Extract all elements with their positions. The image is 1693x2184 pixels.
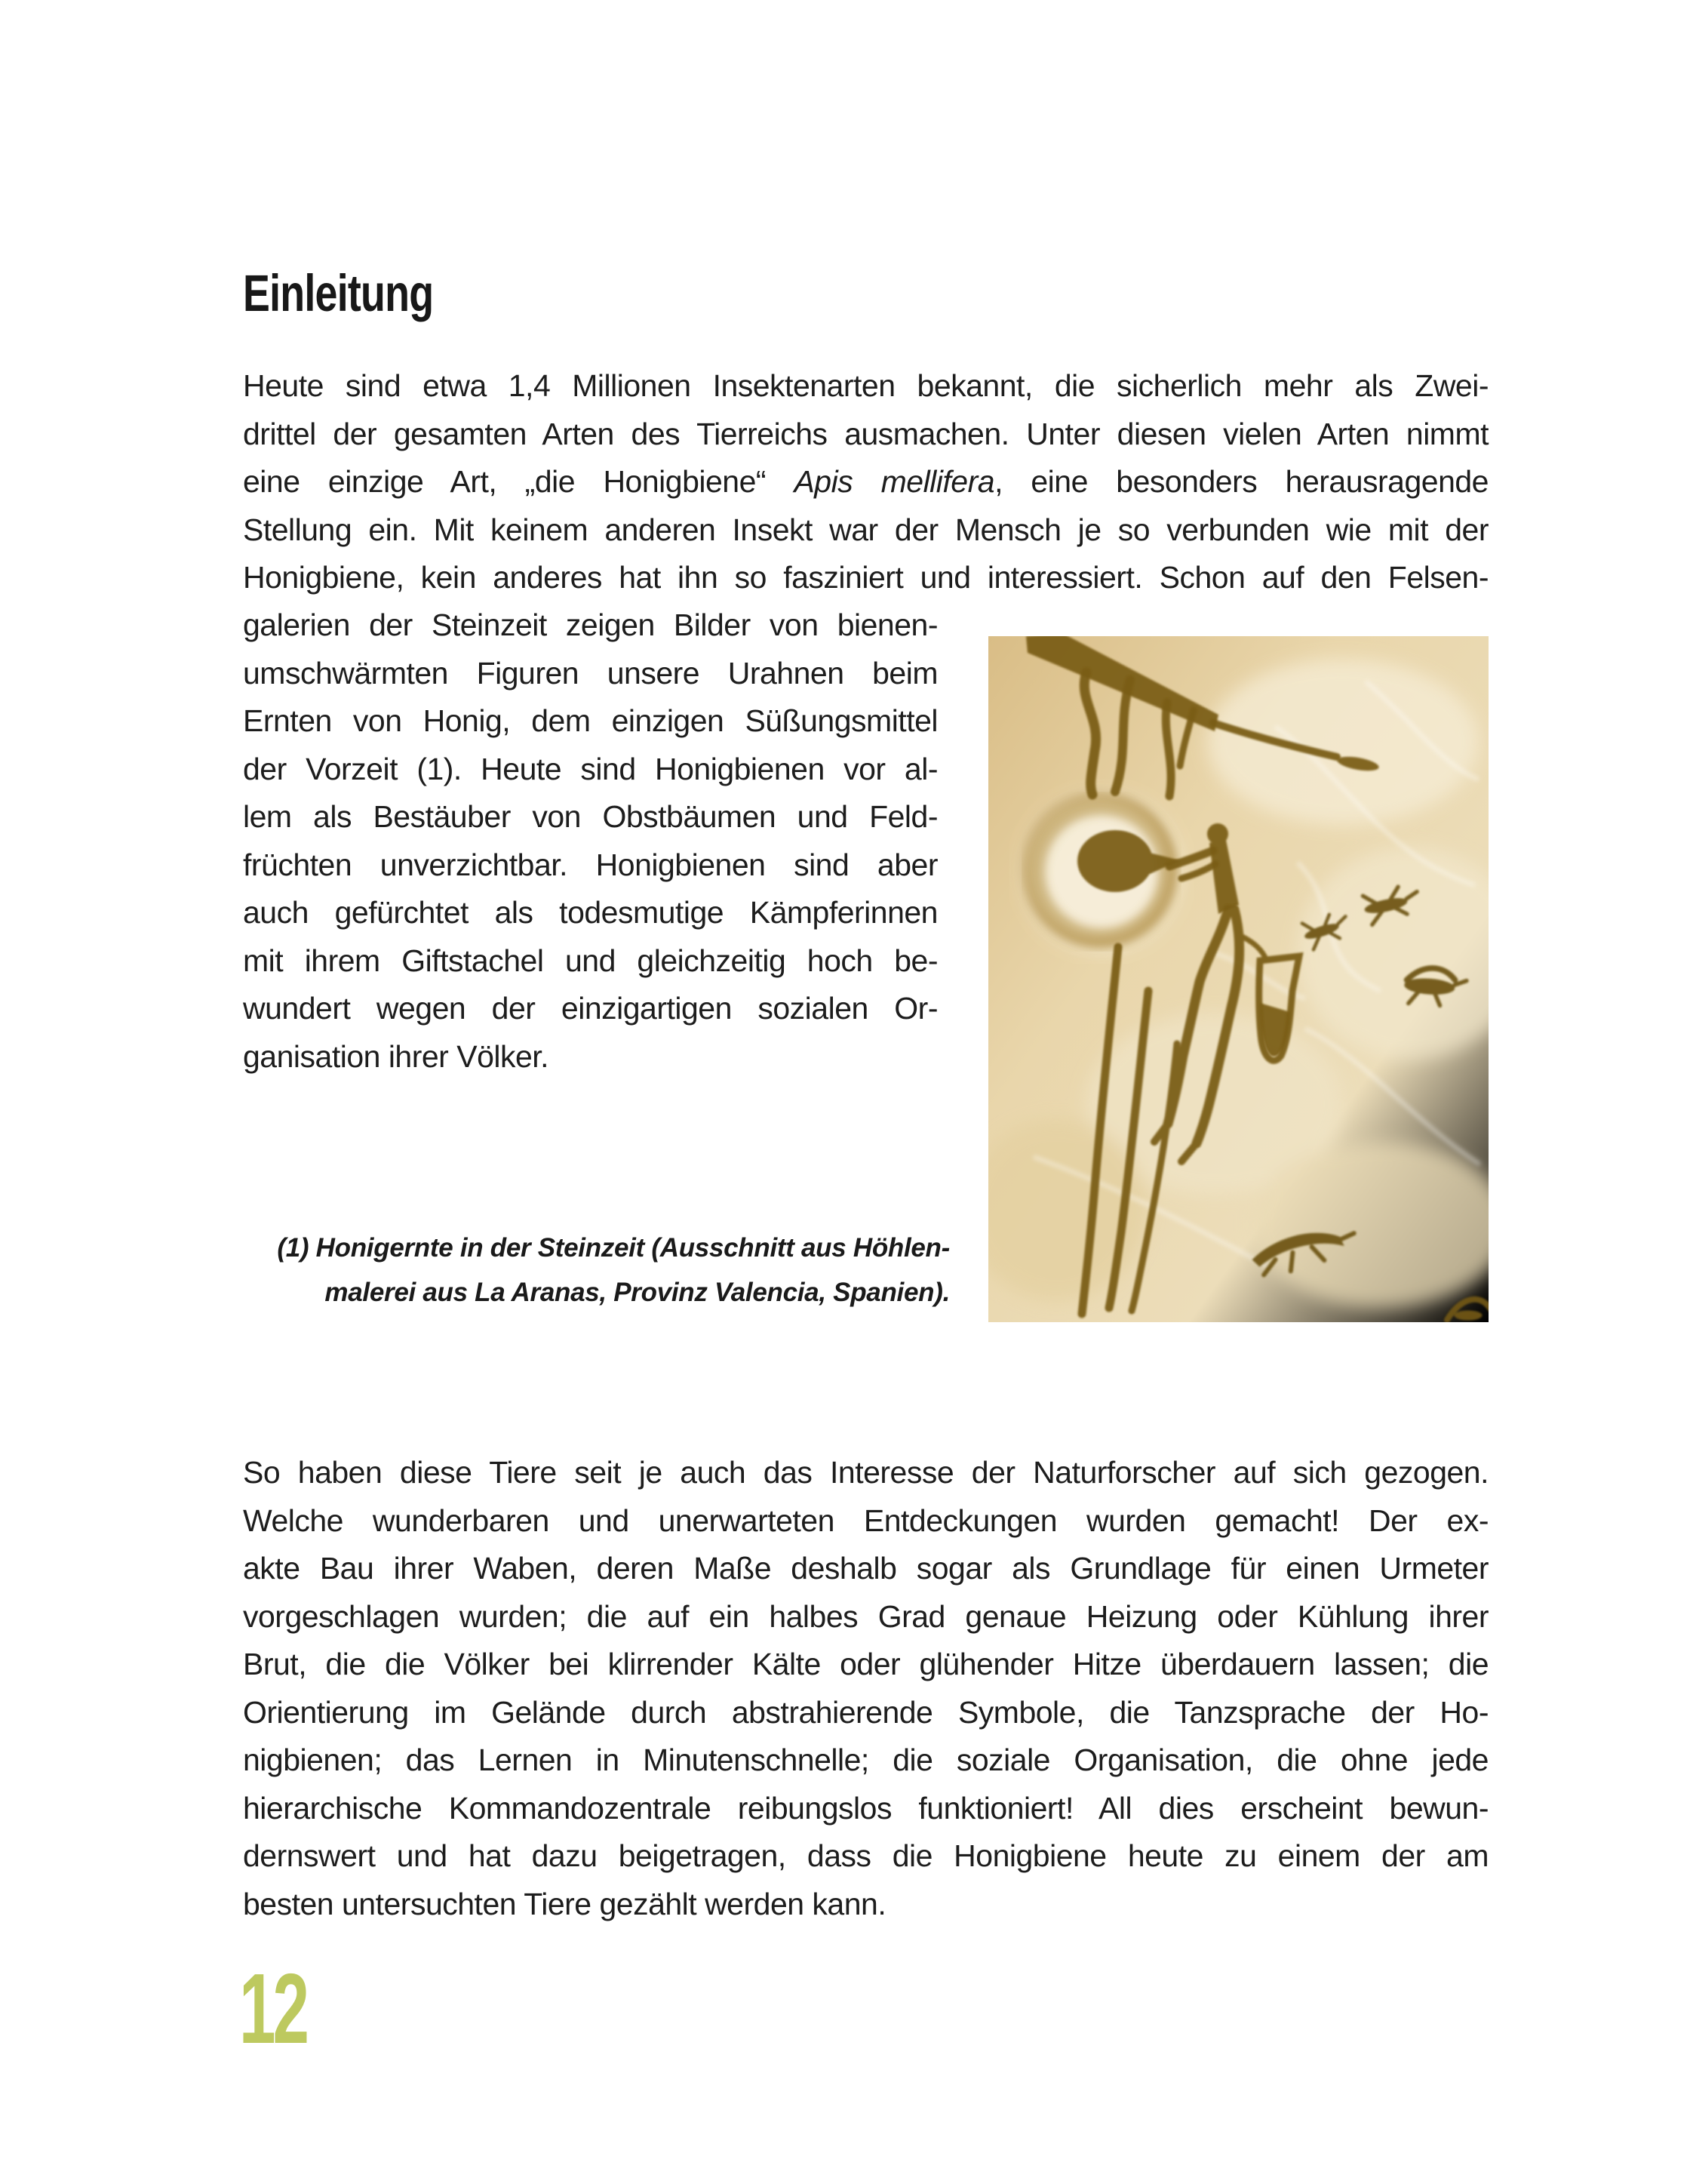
text-line: früchten unverzichtbar. Honigbienen sind aber	[243, 847, 938, 882]
text-line: hierarchische Kommandozentrale reibungslos funktioniert! All dies erscheint bewun-	[243, 1790, 1489, 1826]
paragraph-intro-narrow	[243, 601, 938, 1081]
text-segment: , eine besonders herausragende	[994, 464, 1489, 499]
text-line: galerien der Steinzeit zeigen Bilder von bienen-	[243, 608, 938, 642]
text-line: Brut, die die Völker bei klirrender Kälte oder glühender Hitze überdauern lassen; die	[243, 1647, 1489, 1681]
text-line: umschwärmten Figuren unsere Urahnen beim	[243, 655, 938, 691]
text-line: vorgeschlagen wurden; die auf ein halbes Grad genaue Heizung oder Kühlung ihrer	[243, 1598, 1489, 1634]
text-line: lem als Bestäuber von Obstbäumen und Feld-	[243, 799, 938, 834]
cave-painting-photo	[988, 636, 1489, 1322]
text-line: dernswert und hat dazu beigetragen, dass die Honigbiene heute zu einem der am	[243, 1838, 1489, 1873]
text-line: mit ihrem Giftstachel und gleichzeitig hoch be-	[243, 943, 938, 978]
text-line: Stellung ein. Mit keinem anderen Insekt war der Mensch je so verbunden wie mit der	[243, 512, 1489, 547]
honey-pot	[1077, 830, 1153, 892]
text-line: drittel der gesamten Arten des Tierreichs ausmachen. Unter diesen vielen Arten nimmt	[243, 416, 1489, 451]
text-line: Ernten von Honig, dem einzigen Süßungsmittel	[243, 703, 938, 738]
text-line: Welche wunderbaren und unerwarteten Entdeckungen wurden gemacht! Der ex-	[243, 1503, 1489, 1538]
text-line: ganisation ihrer Völker.	[243, 1038, 549, 1074]
text-line: der Vorzeit (1). Heute sind Honigbienen vor al-	[243, 751, 938, 786]
text-line: besten untersuchten Tiere gezählt werden kann.	[243, 1886, 886, 1921]
text-line: nigbienen; das Lernen in Minutenschnelle; die soziale Organisation, die ohne jede	[243, 1743, 1489, 1777]
caption-line: malerei aus La Aranas, Provinz Valencia, Spanien).	[324, 1278, 950, 1307]
chapter-title: Einleitung	[243, 264, 434, 322]
text-line	[243, 458, 1489, 506]
species-name-italic: Apis mellifera	[794, 464, 995, 499]
text-line: Honigbiene, kein anderes hat ihn so fasziniert und interessiert. Schon auf den Felsen-	[243, 560, 1489, 595]
caption-line: (1) Honigernte in der Steinzeit (Ausschnitt aus Höhlen-	[277, 1233, 950, 1263]
text-line: Orientierung im Gelände durch abstrahierende Symbole, die Tanzsprache der Ho-	[243, 1694, 1489, 1730]
paragraph-intro-wide	[243, 362, 1489, 602]
text-line: akte Bau ihrer Waben, deren Maße deshalb sogar als Grundlage für einen Urmeter	[243, 1551, 1489, 1586]
text-line: Heute sind etwa 1,4 Millionen Insektenarten bekannt, die sicherlich mehr als Zwei-	[243, 368, 1489, 403]
text-line: So haben diese Tiere seit je auch das Interesse der Naturforscher auf sich gezogen.	[243, 1455, 1489, 1490]
paragraph-naturforscher	[243, 1449, 1489, 1928]
text-segment: eine einzige Art, „die Honigbiene“	[243, 464, 794, 499]
text-line: wundert wegen der einzigartigen sozialen Or-	[243, 991, 938, 1026]
figure-caption	[151, 1226, 950, 1315]
page-number: 12	[239, 1953, 306, 2064]
text-line: auch gefürchtet als todesmutige Kämpferinnen	[243, 895, 938, 930]
